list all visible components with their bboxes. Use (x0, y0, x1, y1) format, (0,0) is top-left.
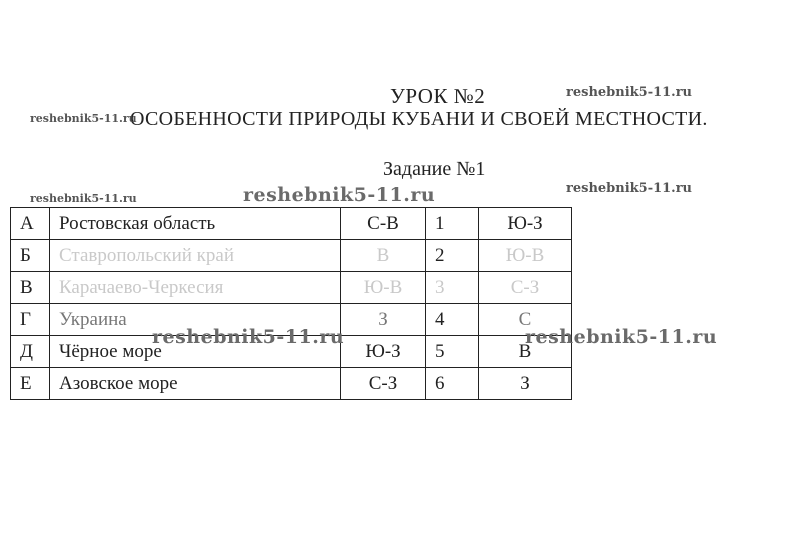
row-direction: Ю-З (341, 336, 426, 368)
row-letter: Е (11, 368, 50, 400)
watermark: reshebnik5-11.ru (30, 192, 137, 205)
row-region: Чёрное море (50, 336, 341, 368)
row-number: 6 (426, 368, 479, 400)
row-number: 2 (426, 240, 479, 272)
lesson-title: УРОК №2 (390, 84, 486, 108)
row-direction-answer: С (479, 304, 572, 336)
row-number: 1 (426, 208, 479, 240)
row-letter: Г (11, 304, 50, 336)
table-row (11, 272, 572, 304)
row-number: 5 (426, 336, 479, 368)
row-direction: З (341, 304, 426, 336)
task-title: Задание №1 (383, 158, 486, 180)
task-table (10, 207, 572, 400)
table-row (11, 240, 572, 272)
row-direction: С-В (341, 208, 426, 240)
row-letter: А (11, 208, 50, 240)
row-letter: Д (11, 336, 50, 368)
row-letter: Б (11, 240, 50, 272)
watermark: reshebnik5-11.ru (152, 326, 345, 348)
row-direction-answer: Ю-З (479, 208, 572, 240)
row-region: Ставропольский край (50, 240, 341, 272)
row-region: Ростовская область (50, 208, 341, 240)
row-direction: В (341, 240, 426, 272)
row-direction: С-З (341, 368, 426, 400)
row-direction-answer: Ю-В (479, 240, 572, 272)
table-row (11, 208, 572, 240)
watermark: reshebnik5-11.ru (30, 112, 137, 125)
row-direction-answer: С-З (479, 272, 572, 304)
row-number: 3 (426, 272, 479, 304)
row-letter: В (11, 272, 50, 304)
watermark: reshebnik5-11.ru (243, 184, 436, 206)
watermark: reshebnik5-11.ru (525, 326, 718, 348)
row-region: Украина (50, 304, 341, 336)
row-region: Азовское море (50, 368, 341, 400)
row-direction: Ю-В (341, 272, 426, 304)
row-number: 4 (426, 304, 479, 336)
topic-title: ОСОБЕННОСТИ ПРИРОДЫ КУБАНИ И СВОЕЙ МЕСТНОСТИ. (130, 108, 708, 130)
watermark: reshebnik5-11.ru (566, 181, 693, 196)
row-direction-answer: З (479, 368, 572, 400)
watermark: reshebnik5-11.ru (566, 85, 693, 100)
row-region: Карачаево-Черкесия (50, 272, 341, 304)
row-direction-answer: В (479, 336, 572, 368)
table-row (11, 368, 572, 400)
